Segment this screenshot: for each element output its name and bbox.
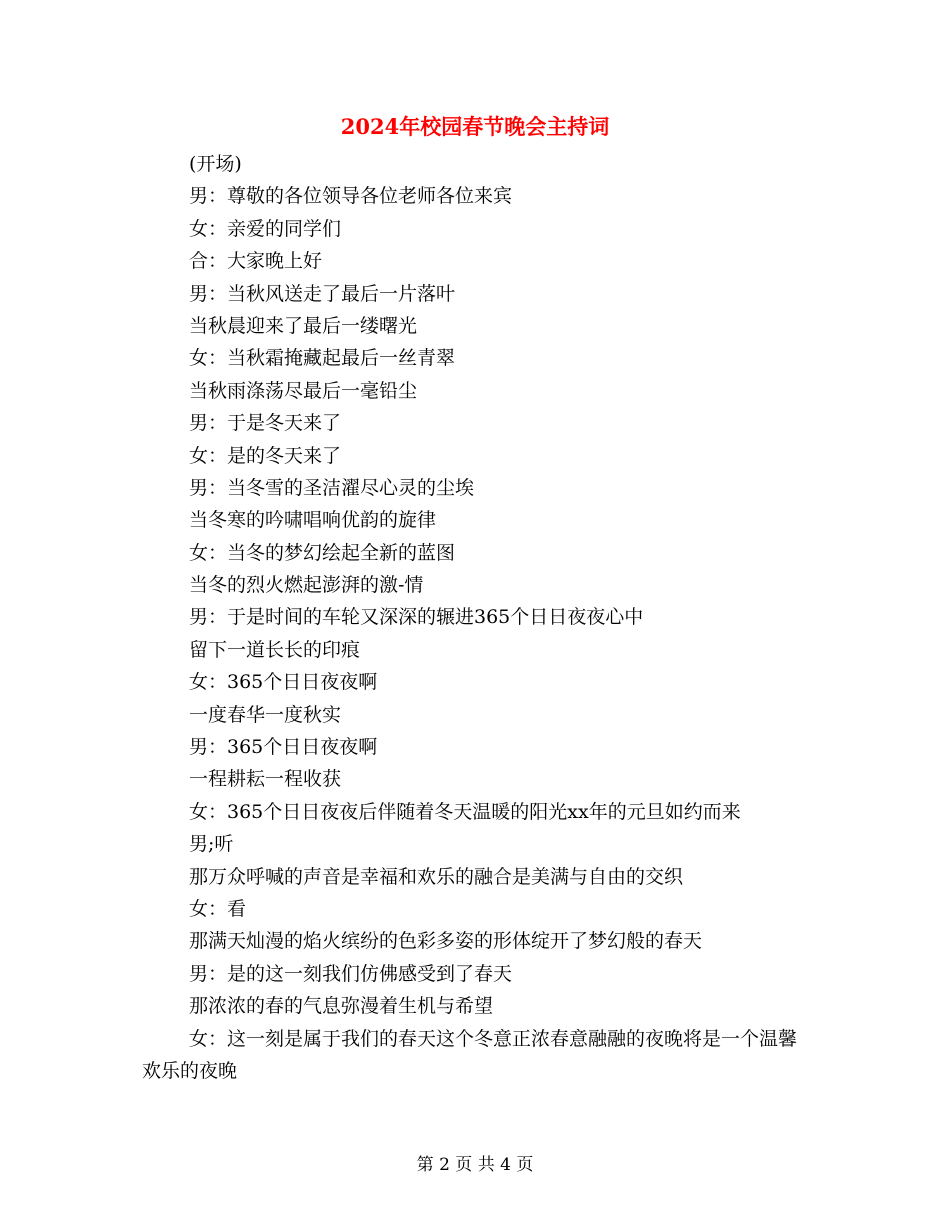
page-footer: 第 2 页 共 4 页 bbox=[416, 1155, 534, 1175]
document-body bbox=[142, 148, 812, 1087]
text-line: 一程耕耘一程收获 bbox=[189, 768, 342, 791]
text-line-wrapped: 女：365个日日夜夜后伴随着冬天温暖的阳光xx年的元旦如约而来 bbox=[189, 800, 741, 823]
text-line: 男：是的这一刻我们仿佛感受到了春天 bbox=[189, 962, 513, 985]
text-line: 男：当秋风送走了最后一片落叶 bbox=[189, 282, 456, 305]
document-title: 2024年校园春节晚会主持词 bbox=[340, 114, 610, 139]
text-line: 女：365个日日夜夜啊 bbox=[189, 671, 378, 694]
text-line: 女：当冬的梦幻绘起全新的蓝图 bbox=[189, 541, 456, 564]
text-line: 当秋雨涤荡尽最后一毫铅尘 bbox=[189, 379, 418, 402]
text-line: 男：于是冬天来了 bbox=[189, 412, 342, 435]
text-line: 那万众呼喊的声音是幸福和欢乐的融合是美满与自由的交织 bbox=[189, 865, 684, 888]
text-line: 女：当秋霜掩藏起最后一丝青翠 bbox=[189, 347, 456, 370]
text-line: 女：是的冬天来了 bbox=[189, 444, 342, 467]
text-line: 女：看 bbox=[189, 898, 247, 920]
text-line: 那满天灿漫的焰火缤纷的色彩多姿的形体绽开了梦幻般的春天 bbox=[189, 930, 703, 953]
text-line: 男：于是时间的车轮又深深的辗进365个日日夜夜心中 bbox=[189, 606, 644, 629]
text-line: 合：大家晚上好 bbox=[189, 250, 323, 273]
text-line: (开场) bbox=[189, 153, 242, 175]
text-line: 当秋晨迎来了最后一缕曙光 bbox=[189, 314, 418, 337]
text-line: 当冬的烈火燃起澎湃的激-情 bbox=[189, 574, 424, 597]
text-line: 男：当冬雪的圣洁濯尽心灵的尘埃 bbox=[189, 476, 475, 499]
text-line: 女：亲爱的同学们 bbox=[189, 217, 342, 240]
text-line: 男：365个日日夜夜啊 bbox=[189, 736, 378, 759]
text-line: 那浓浓的春的气息弥漫着生机与希望 bbox=[189, 995, 494, 1018]
text-line-wrapped: 女：这一刻是属于我们的春天这个冬意正浓春意融融的夜晚将是一个温馨欢乐的夜晚 bbox=[142, 1027, 798, 1082]
text-line: 一度春华一度秋实 bbox=[189, 703, 342, 726]
text-line: 男;听 bbox=[189, 833, 234, 856]
text-line: 留下一道长长的印痕 bbox=[189, 638, 361, 661]
text-line: 男：尊敬的各位领导各位老师各位来宾 bbox=[189, 185, 513, 208]
text-line: 当冬寒的吟啸唱响优韵的旋律 bbox=[189, 509, 437, 532]
